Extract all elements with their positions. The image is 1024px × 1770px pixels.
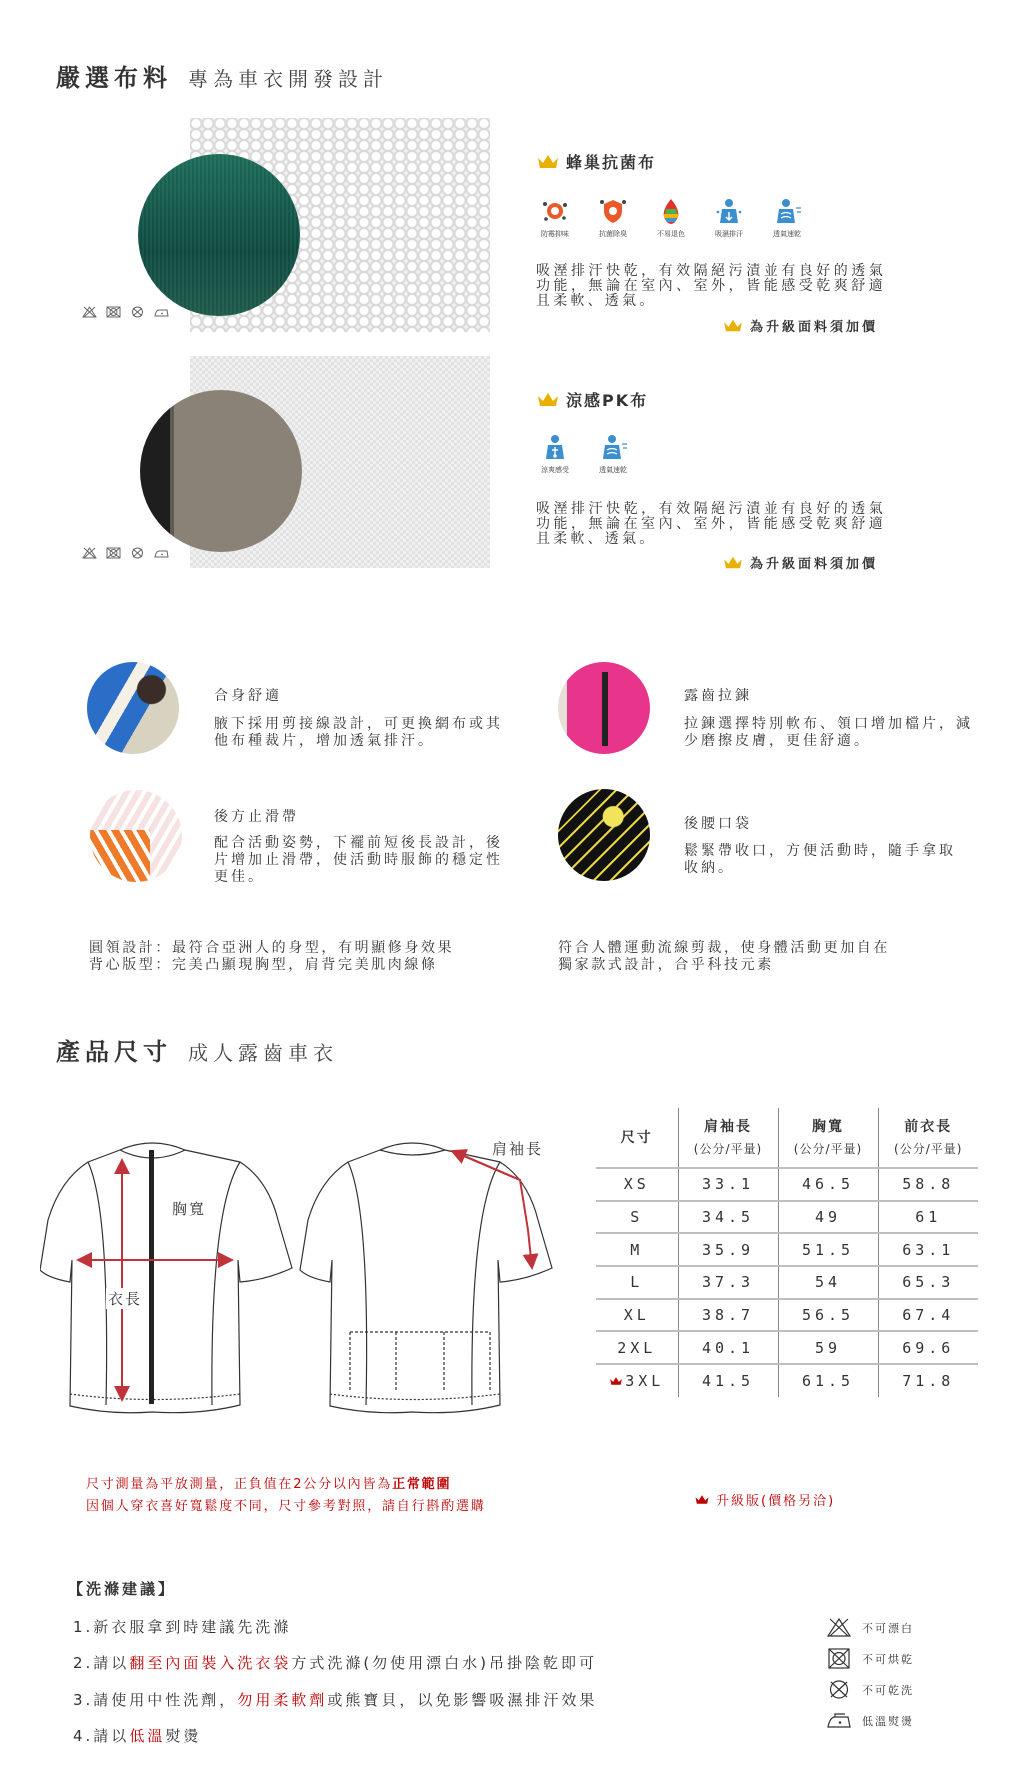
cell-chest: 46.5: [778, 1168, 878, 1201]
crown-icon: [536, 391, 560, 408]
feature-label: 不易退色: [657, 230, 685, 238]
wash-text: 3.請使用中性洗劑，: [73, 1691, 238, 1709]
cell-chest: 51.5: [778, 1233, 878, 1266]
header-unit: (公分/平量): [693, 1141, 763, 1156]
detail-photo-grip: [90, 790, 182, 882]
feature-label: 透氣速乾: [773, 230, 801, 238]
upgrade-note-1: [722, 316, 878, 335]
cell-length: 71.8: [878, 1364, 978, 1397]
no-tumble-dry-icon: [106, 306, 121, 318]
feature-cooling: [530, 432, 580, 475]
feature-icons-2: [530, 432, 638, 475]
washing-line-1: 1.新衣服拿到時建議先洗滌: [73, 1618, 292, 1636]
detail-title-grip: 後方止滑帶: [214, 809, 299, 825]
header-sleeve: [678, 1108, 778, 1168]
fabric-description-2: 吸溼排汗快乾，有效隔絕污漬並有良好的透氣功能，無論在室內、室外，皆能感受乾爽舒適且柔軟、透氣。: [536, 501, 886, 547]
size-note-text: 尺寸測量為平放測量，正負值在2公分以內皆為: [86, 1477, 393, 1492]
detail-desc-grip: 配合活動姿勢，下襬前短後長設計，後片增加止滑帶，使活動時服飾的穩定性更佳。: [214, 835, 503, 885]
size-table-header: [596, 1108, 978, 1168]
fabric-name-text: 涼感PK布: [566, 391, 649, 410]
cell-length: 65.3: [878, 1266, 978, 1299]
washing-line-2: [73, 1652, 597, 1673]
cooling-icon: [540, 432, 570, 462]
cell-sleeve: 33.1: [678, 1168, 778, 1201]
cell-sleeve: 38.7: [678, 1299, 778, 1332]
low-iron-icon: [826, 1710, 852, 1731]
breathable-icon: [598, 432, 628, 462]
feature-label: 涼爽感受: [541, 466, 569, 474]
upgrade-note-2: [722, 553, 878, 572]
note-line: 背心版型：完美凸顯現胸型，肩背完美肌肉線條: [89, 957, 438, 973]
detail-desc-fit: 腋下採用剪接線設計，可更換網布或其他布種裁片，增加透氣排汗。: [214, 716, 503, 749]
wash-text: 熨燙: [165, 1727, 202, 1745]
header-unit: (公分/平量): [793, 1141, 863, 1156]
cell-chest: 56.5: [778, 1299, 878, 1332]
legend-no-tumble-dry: [826, 1648, 914, 1669]
care-icons-row-1: [82, 306, 169, 318]
section-subtitle: 專為車衣開發設計: [188, 67, 388, 91]
detail-photo-pocket: [558, 789, 650, 881]
legend-label: 不可乾洗: [862, 1683, 914, 1697]
note-line: 符合人體運動流線剪裁，使身體活動更加自在: [558, 940, 890, 956]
header-size-label: 尺寸: [620, 1129, 653, 1146]
care-icons-row-2: [82, 547, 169, 559]
no-tumble-dry-icon: [826, 1648, 852, 1669]
legend-no-bleach: [826, 1617, 914, 1638]
cell-sleeve: 34.5: [678, 1201, 778, 1234]
cell-chest: 61.5: [778, 1364, 878, 1397]
low-iron-icon: [154, 547, 169, 559]
upgrade-legend: [694, 1490, 835, 1509]
feature-breathable: [588, 432, 638, 475]
cell-sleeve: 35.9: [678, 1233, 778, 1266]
note-line: 圓領設計：最符合亞洲人的身型，有明顯修身效果: [89, 940, 455, 956]
crown-icon: [609, 1376, 623, 1386]
fabric-honeycomb-swatch: [138, 154, 300, 316]
wash-text: 4.請以: [73, 1727, 130, 1745]
fabric-name-text: 蜂巢抗菌布: [566, 153, 657, 172]
header-sleeve-label: 肩袖長: [704, 1118, 752, 1135]
feature-colorfast: [646, 196, 696, 239]
care-legend: [826, 1617, 914, 1731]
no-bleach-icon: [826, 1617, 852, 1638]
header-length-label: 前衣長: [904, 1118, 953, 1135]
crown-icon: [536, 153, 560, 170]
feature-label: 吸濕排汗: [715, 230, 743, 238]
legend-label: 不可烘乾: [862, 1652, 914, 1666]
breathable-icon: [772, 196, 802, 226]
wash-text: 2.請以: [73, 1654, 130, 1672]
table-row: [596, 1168, 978, 1201]
table-row: [596, 1233, 978, 1266]
size-table: [596, 1108, 978, 1397]
cell-size: XL: [596, 1299, 678, 1332]
section-title-text: 嚴選布料: [56, 64, 172, 92]
antibacterial-icon: [598, 196, 628, 226]
washing-line-4: [73, 1725, 201, 1746]
size-note-line-2: 因個人穿衣喜好寬鬆度不同，尺寸參考對照，請自行斟酌選購: [86, 1499, 486, 1514]
header-length: [878, 1108, 978, 1168]
no-bleach-icon: [82, 306, 97, 318]
legend-label: 低溫熨燙: [862, 1714, 914, 1728]
cell-length: 63.1: [878, 1233, 978, 1266]
table-bottom-spacer: [596, 1424, 978, 1425]
washing-line-3: [73, 1689, 597, 1710]
size-note-emphasis: 正常範圍: [392, 1477, 452, 1492]
table-row: [596, 1299, 978, 1332]
label-chest: 胸寬: [172, 1200, 207, 1218]
jersey-front: [40, 1143, 292, 1413]
no-bleach-icon: [82, 547, 97, 559]
cell-length: 58.8: [878, 1168, 978, 1201]
feature-label: 抗菌除臭: [599, 230, 627, 238]
cell-size: L: [596, 1266, 678, 1299]
low-iron-icon: [154, 306, 169, 318]
fabric-name-2: [536, 388, 648, 411]
header-chest: [778, 1108, 878, 1168]
no-dry-clean-icon: [826, 1679, 852, 1700]
legend-low-iron: [826, 1710, 914, 1731]
washing-title: 【洗滌建議】: [68, 1580, 177, 1598]
feature-label: 防霉抑味: [541, 230, 569, 238]
cell-sleeve: 41.5: [678, 1364, 778, 1397]
moisture-wicking-icon: [714, 196, 744, 226]
cell-sleeve: 40.1: [678, 1331, 778, 1364]
cell-length: 61: [878, 1201, 978, 1234]
upgrade-legend-text: 升級版(價格另洽): [716, 1494, 836, 1509]
feature-icons-1: [530, 196, 812, 239]
header-unit: (公分/平量): [894, 1141, 963, 1156]
section-title-fabric: [56, 58, 388, 93]
section-subtitle: 成人露齒車衣: [188, 1041, 338, 1065]
detail-photo-zipper: [558, 662, 650, 754]
table-row: [596, 1331, 978, 1364]
section-title-size: [56, 1032, 338, 1067]
colorfast-icon: [656, 196, 686, 226]
cell-sleeve: 37.3: [678, 1266, 778, 1299]
wash-highlight: 翻至內面裝入洗衣袋: [129, 1654, 292, 1672]
wash-text: 方式洗滌(勿使用漂白水)吊掛陰乾即可: [291, 1654, 598, 1672]
size-note-line-1: [86, 1474, 486, 1496]
detail-photo-fit: [87, 662, 179, 754]
jersey-size-diagram: [40, 1120, 560, 1430]
wash-highlight: 低溫: [129, 1727, 166, 1745]
crown-icon: [722, 318, 744, 333]
cell-size: XS: [596, 1168, 678, 1201]
wash-text: 或熊寶貝，以免影響吸濕排汗效果: [327, 1691, 598, 1709]
feature-breathable: [762, 196, 812, 239]
feature-moisture-wicking: [704, 196, 754, 239]
size-note: [86, 1474, 486, 1518]
detail-desc-pocket: 鬆緊帶收口，方便活動時，隨手拿取收納。: [684, 843, 956, 876]
cell-size-label: 3XL: [625, 1371, 665, 1390]
feature-antibacterial: [588, 196, 638, 239]
feature-label: 透氣速乾: [599, 466, 627, 474]
feature-antimold: [530, 196, 580, 239]
header-chest-label: 胸寬: [812, 1118, 844, 1135]
crown-icon: [694, 1494, 710, 1505]
legend-no-dry-clean: [826, 1679, 914, 1700]
no-dry-clean-icon: [130, 306, 145, 318]
table-row: [596, 1266, 978, 1299]
jersey-back: [300, 1143, 552, 1413]
cell-size: M: [596, 1233, 678, 1266]
table-row: [596, 1364, 978, 1397]
detail-title-fit: 合身舒適: [214, 688, 282, 704]
label-length: 衣長: [108, 1290, 143, 1308]
no-tumble-dry-icon: [106, 547, 121, 559]
note-line: 獨家款式設計，合乎科技元素: [558, 957, 774, 973]
note-right: [558, 940, 890, 974]
header-size: [596, 1108, 678, 1168]
upgrade-note-text: 為升級面料須加價: [750, 557, 879, 572]
cell-length: 69.6: [878, 1331, 978, 1364]
label-sleeve: 肩袖長: [492, 1140, 544, 1158]
upgrade-note-text: 為升級面料須加價: [750, 320, 879, 335]
no-dry-clean-icon: [130, 547, 145, 559]
crown-icon: [722, 555, 744, 570]
cell-size: 2XL: [596, 1331, 678, 1364]
antimold-icon: [540, 196, 570, 226]
table-row: [596, 1201, 978, 1234]
cell-size: [596, 1364, 678, 1397]
wash-highlight: 勿用柔軟劑: [237, 1691, 328, 1709]
fabric-pk-swatch: [140, 390, 302, 552]
detail-desc-zipper: 拉鍊選擇特別軟布、領口增加檔片，減少磨擦皮膚，更佳舒適。: [684, 716, 973, 749]
note-left: [89, 940, 454, 974]
detail-title-zipper: 露齒拉鍊: [684, 688, 752, 704]
cell-chest: 59: [778, 1331, 878, 1364]
fabric-description-1: 吸溼排汗快乾，有效隔絕污漬並有良好的透氣功能，無論在室內、室外，皆能感受乾爽舒適且柔軟、透氣。: [536, 263, 886, 309]
cell-length: 67.4: [878, 1299, 978, 1332]
fabric-name-1: [536, 150, 656, 173]
detail-title-pocket: 後腰口袋: [684, 816, 752, 832]
cell-size: S: [596, 1201, 678, 1234]
legend-label: 不可漂白: [862, 1621, 914, 1635]
section-title-text: 產品尺寸: [56, 1038, 172, 1066]
cell-chest: 54: [778, 1266, 878, 1299]
cell-chest: 49: [778, 1201, 878, 1234]
